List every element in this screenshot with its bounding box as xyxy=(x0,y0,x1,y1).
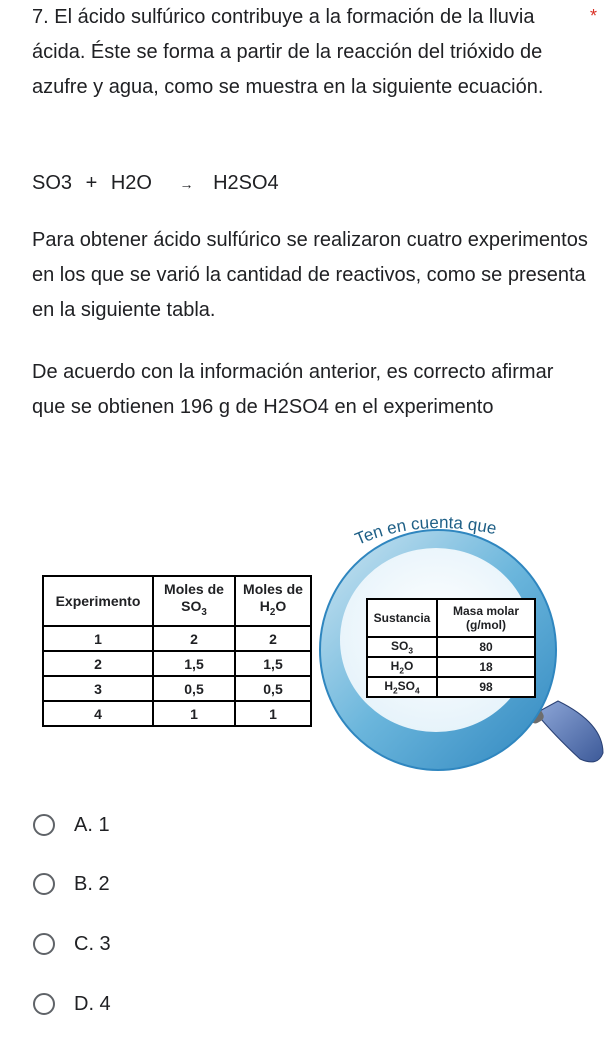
experiments-table xyxy=(42,575,312,727)
header-sustancia: Sustancia xyxy=(367,599,437,637)
table-row xyxy=(43,651,311,676)
product-h2so4: H2SO4 xyxy=(213,172,279,194)
option-c[interactable] xyxy=(33,929,111,959)
radio-button[interactable] xyxy=(33,933,55,955)
cell-experiment: 3 xyxy=(43,676,153,701)
radio-button[interactable] xyxy=(33,993,55,1015)
cell-moles-so3: 0,5 xyxy=(153,676,235,701)
header-moles-h2o: Moles de $H_2O$ xyxy=(235,576,311,626)
cell-moles-so3: 1,5 xyxy=(153,651,235,676)
question-paragraph-prompt: De acuerdo con la información anterior, es correcto afirmar que se obtienen 196 g de H2SO4 en el experimento xyxy=(32,361,554,418)
radio-button[interactable] xyxy=(33,873,55,895)
cell-mass: 18 xyxy=(437,657,535,677)
cell-experiment: 4 xyxy=(43,701,153,726)
option-label: C. 3 xyxy=(74,932,111,955)
magnifier-handle xyxy=(536,701,603,762)
chemical-equation xyxy=(32,166,592,202)
cell-mass: 80 xyxy=(437,637,535,657)
table-row xyxy=(367,657,535,677)
cell-moles-so3: 2 xyxy=(153,626,235,651)
table-row xyxy=(367,677,535,697)
reactant-so3: SO3 xyxy=(32,172,73,194)
option-a[interactable] xyxy=(33,810,110,840)
molar-mass-table xyxy=(366,598,536,698)
question-title: 7. El ácido sulfúrico contribuye a la formación de la lluvia ácida. Éste se forma a partir de la reacción del trióxido de azufre y agua, como se muestra en la siguiente ecuación. xyxy=(32,6,544,98)
option-label: D. 4 xyxy=(74,992,111,1015)
cell-substance: $H_2O$ xyxy=(367,657,437,677)
reactant-h2o: H2O xyxy=(110,172,152,194)
table-header-row xyxy=(367,599,535,637)
radio-button[interactable] xyxy=(33,814,55,836)
option-d[interactable] xyxy=(33,989,111,1019)
plus-sign: + xyxy=(85,172,98,194)
reaction-arrow: → xyxy=(179,176,194,192)
option-label: A. 1 xyxy=(74,813,110,836)
cell-experiment: 2 xyxy=(43,651,153,676)
cell-moles-h2o: 0,5 xyxy=(235,676,311,701)
cell-moles-h2o: 1,5 xyxy=(235,651,311,676)
option-b[interactable] xyxy=(33,869,110,899)
header-masa-molar: Masa molar (g/mol) xyxy=(437,599,535,637)
header-experimento: Experimento xyxy=(43,576,153,626)
question-paragraph-experiments: Para obtener ácido sulfúrico se realizaron cuatro experimentos en los que se varió la cantidad de reactivos, como se presenta en la siguiente tabla. xyxy=(32,229,588,321)
cell-mass: 98 xyxy=(437,677,535,697)
required-mark: * xyxy=(590,6,598,26)
table-row xyxy=(43,626,311,651)
cell-experiment: 1 xyxy=(43,626,153,651)
cell-substance: $H_2SO_4$ xyxy=(367,677,437,697)
table-header-row xyxy=(43,576,311,626)
cell-moles-h2o: 1 xyxy=(235,701,311,726)
option-label: B. 2 xyxy=(74,872,110,895)
table-row xyxy=(43,676,311,701)
cell-moles-so3: 1 xyxy=(153,701,235,726)
table-row xyxy=(43,701,311,726)
table-row xyxy=(367,637,535,657)
cell-moles-h2o: 2 xyxy=(235,626,311,651)
cell-substance: $SO_3$ xyxy=(367,637,437,657)
header-moles-so3: Moles de $SO_3$ xyxy=(153,576,235,626)
magnifier-caption: Ten en cuenta que xyxy=(352,512,499,549)
